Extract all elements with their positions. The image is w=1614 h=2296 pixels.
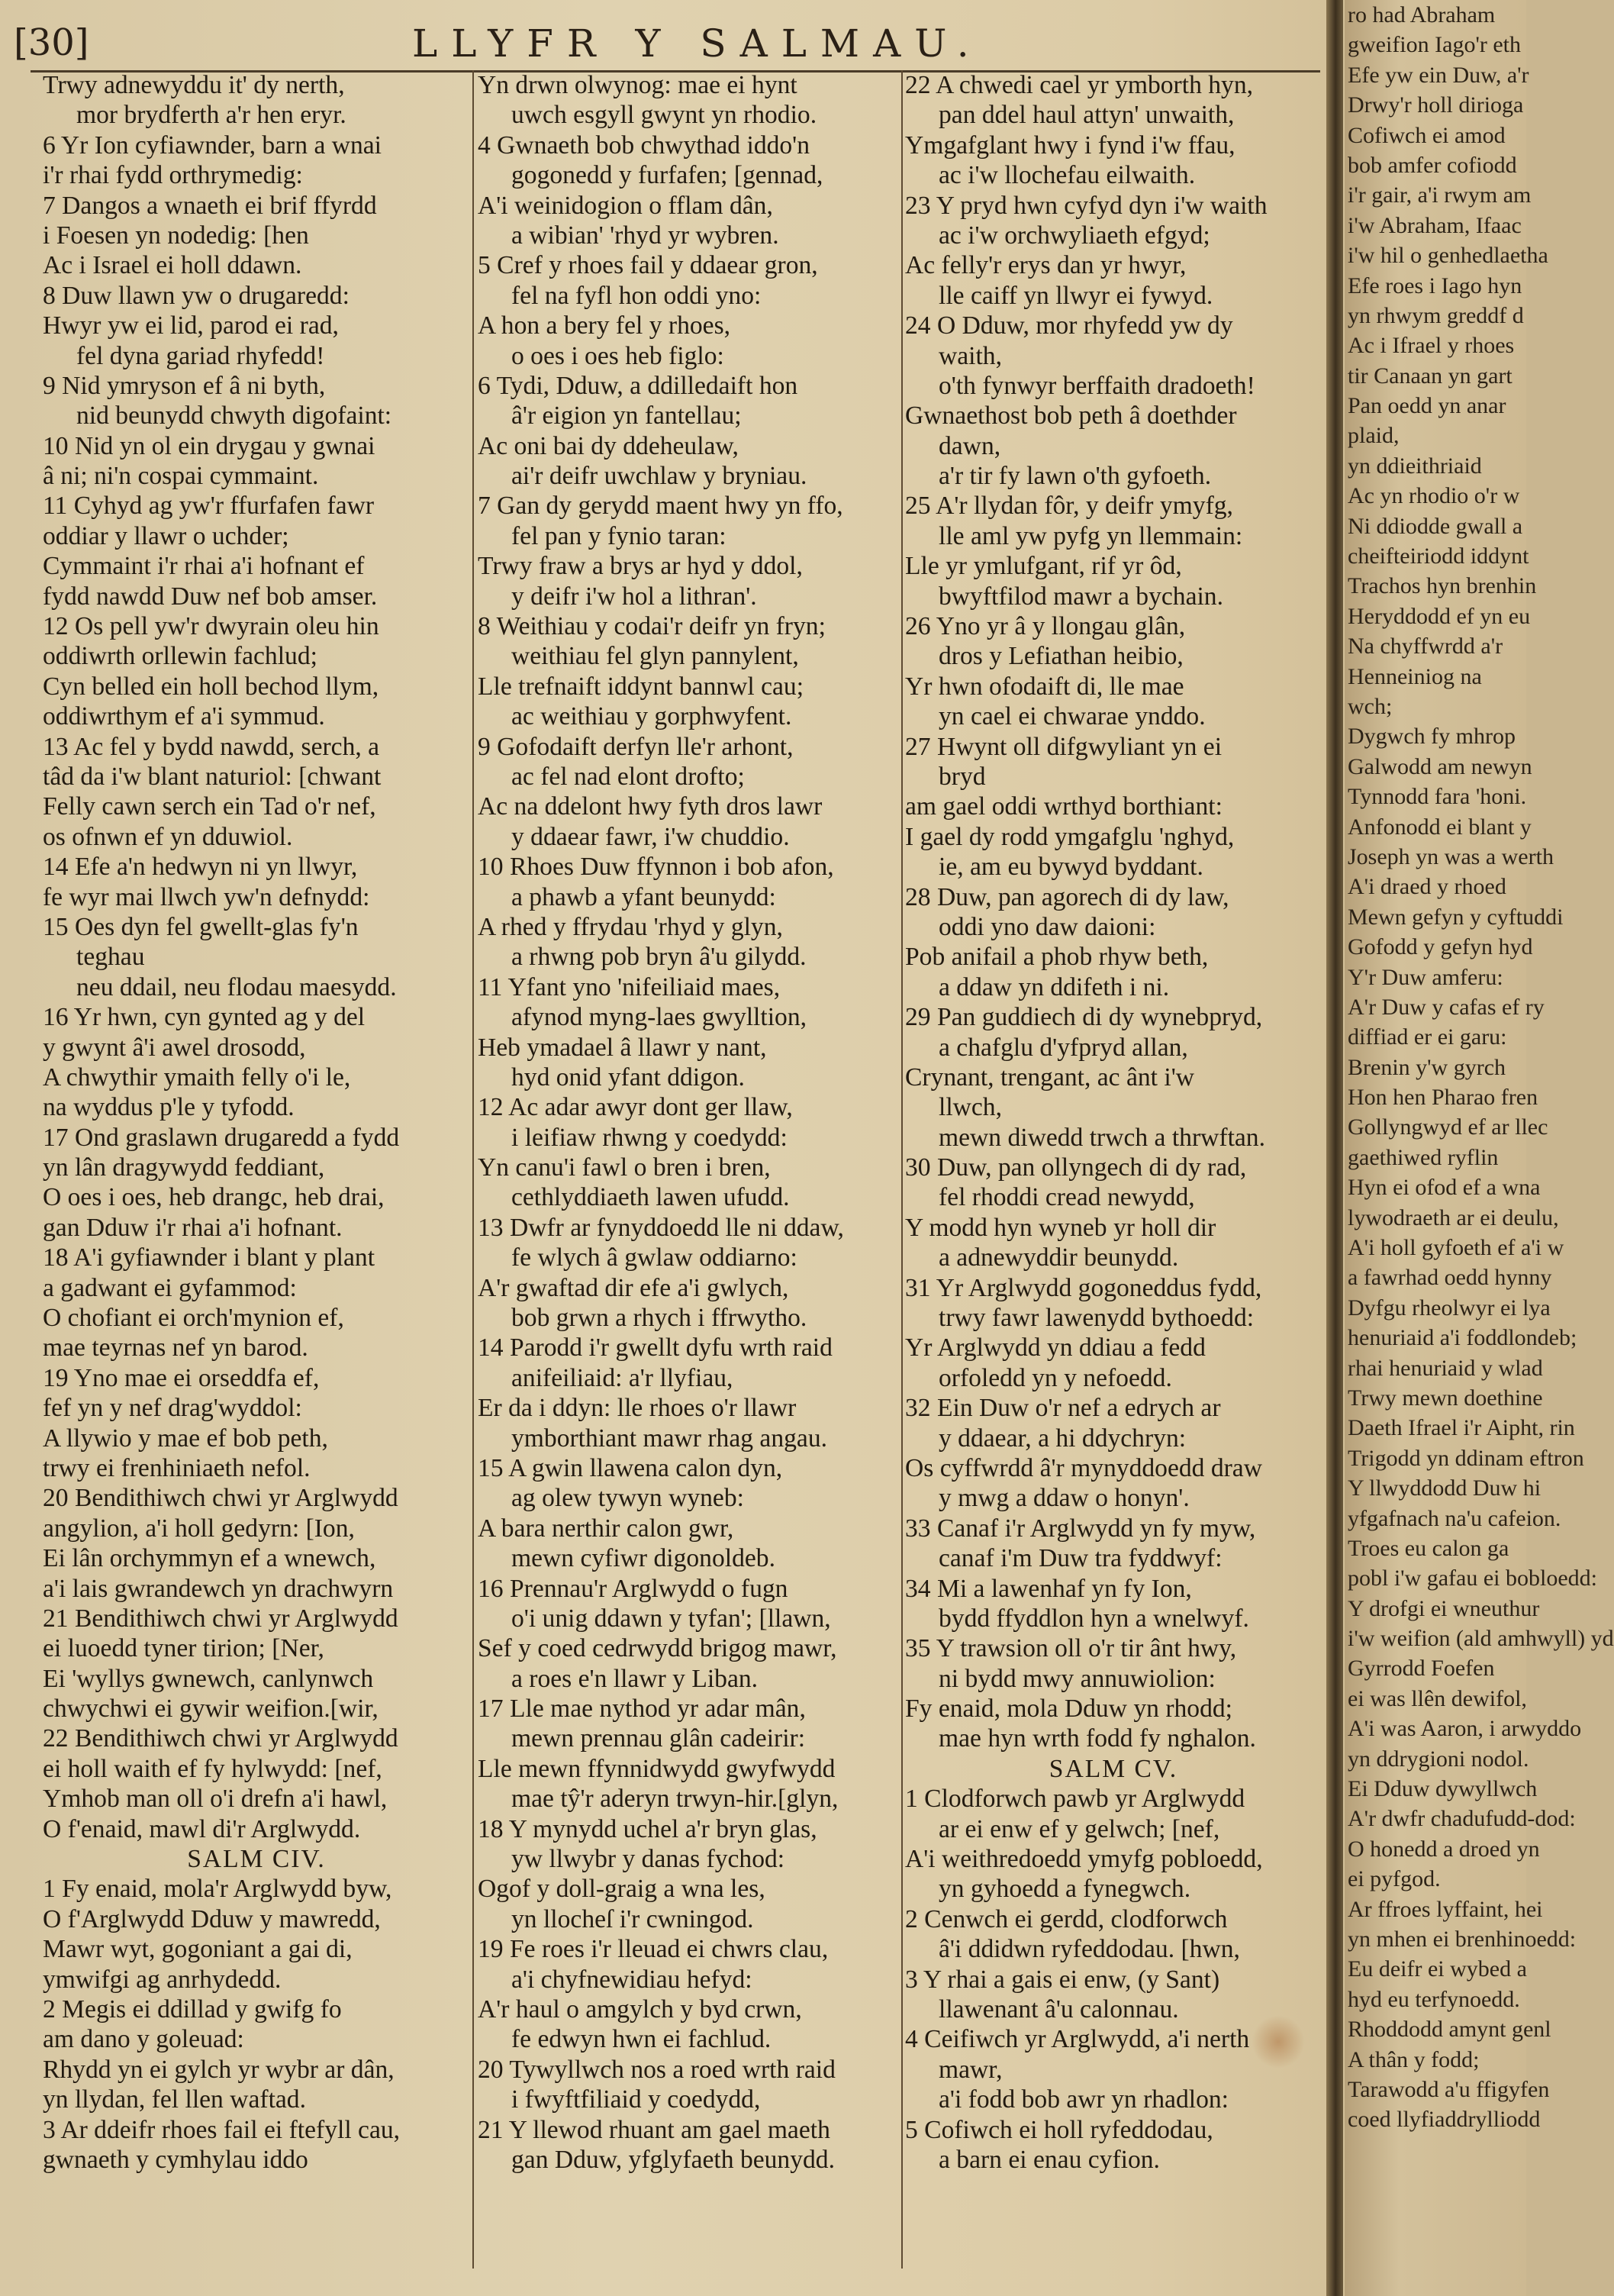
verse-line: ni bydd mwy annuwiolion: (939, 1664, 1216, 1693)
facing-page-line: coed llyfiaddrylliodd (1348, 2107, 1541, 2133)
verse-line: bob grwn a rhych i ffrwytho. (511, 1304, 807, 1333)
facing-page-line: ro had Abraham (1348, 2, 1496, 27)
verse-line: 21 Bendithiwch chwi yr Arglwydd (43, 1604, 398, 1633)
verse-line: gogonedd y furfafen; [gennad, (511, 161, 823, 190)
facing-page-line: Trachos hyn brenhin (1348, 573, 1537, 599)
verse-line: mae teyrnas nef yn barod. (43, 1333, 308, 1362)
verse-line: 25 A'r llydan fôr, y deifr ymyfg, (905, 492, 1233, 521)
verse-line: teghau (76, 943, 145, 972)
verse-line: Crynant, trengant, ac ânt i'w (905, 1063, 1195, 1092)
verse-line: hyd onid yfant ddigon. (511, 1063, 745, 1092)
facing-page-line: yfgafnach na'u cafeion. (1348, 1505, 1561, 1531)
verse-line: 30 Duw, pan ollyngech di dy rad, (905, 1153, 1247, 1182)
verse-line: mae tŷ'r aderyn trwyn-hir.[glyn, (511, 1785, 839, 1814)
facing-page-line: Gofodd y gefyn hyd (1348, 934, 1533, 960)
verse-line: Ei lân orchymmyn ef a wnewch, (43, 1544, 376, 1573)
verse-line: waith, (939, 341, 1002, 370)
verse-line: uwch esgyll gwynt yn rhodio. (511, 101, 817, 130)
verse-line: a rhwng pob bryn â'u gilydd. (511, 943, 807, 972)
verse-line: 28 Duw, pan agorech di dy law, (905, 882, 1229, 911)
facing-page-line: wch; (1348, 693, 1393, 719)
verse-line: 3 Y rhai a gais ei enw, (y Sant) (905, 1965, 1220, 1994)
verse-line: llawenant â'u calonnau. (939, 1995, 1179, 2024)
verse-line: llwch, (939, 1093, 1002, 1122)
verse-line: O oes i oes, heb drangc, heb drai, (43, 1183, 385, 1212)
verse-line: ie, am eu bywyd byddant. (939, 853, 1203, 882)
verse-line: am gael oddi wrthyd borthiant: (905, 792, 1223, 821)
psalm-heading: SALM CIV. (187, 1845, 326, 1874)
verse-line: A llywio y mae ef bob peth, (43, 1424, 328, 1453)
verse-line: weithiau fel glyn pannylent, (511, 642, 799, 671)
verse-line: fe edwyn hwn ei fachlud. (511, 2025, 772, 2054)
verse-line: Yn drwn olwynog: mae ei hynt (478, 71, 797, 99)
verse-line: fel rhoddi cread newydd, (939, 1183, 1195, 1212)
verse-line: 3 Ar ddeifr rhoes fail ei ftefyll cau, (43, 2115, 401, 2144)
verse-line: Gwnaethost bob peth â doethder (905, 401, 1237, 430)
verse-line: 10 Rhoes Duw ffynnon i bob afon, (478, 853, 834, 882)
verse-line: a gadwant ei gyfammod: (43, 1273, 297, 1302)
verse-line: 10 Nid yn ol ein drygau y gwnai (43, 431, 375, 460)
facing-page-line: diffiad er ei garu: (1348, 1024, 1507, 1050)
facing-page-line: Eu deifr ei wybed a (1348, 1956, 1527, 1982)
verse-line: 16 Prennau'r Arglwydd o fugn (478, 1574, 788, 1603)
verse-line: anifeiliaid: a'r llyfiau, (511, 1363, 733, 1392)
verse-line: mewn prennau glân cadeirir: (511, 1724, 806, 1753)
facing-page-line: i'w weifion (ald amhwyll) yd (1348, 1626, 1614, 1652)
facing-page-line: Dygwch fy mhrop (1348, 724, 1516, 750)
verse-line: a wibian' 'rhyd yr wybren. (511, 221, 779, 250)
verse-line: Trwy adnewyddu it' dy nerth, (43, 71, 345, 99)
verse-line: Ac felly'r erys dan yr hwyr, (905, 251, 1187, 280)
verse-line: Ac i Israel ei holl ddawn. (43, 251, 302, 280)
verse-line: Ac na ddelont hwy fyth dros lawr (478, 792, 823, 821)
verse-line: A rhed y ffrydau 'rhyd y glyn, (478, 912, 783, 941)
verse-line: 9 Gofodaift derfyn lle'r arhont, (478, 732, 794, 761)
verse-line: fel na fyfl hon oddi yno: (511, 281, 762, 310)
facing-page-line: Mewn gefyn y cyftuddi (1348, 904, 1564, 930)
verse-line: 9 Nid ymryson ef â ni byth, (43, 371, 326, 400)
verse-line: yw llwybr y danas fychod: (511, 1845, 785, 1874)
verse-line: Lle trefnaift iddynt bannwl cau; (478, 672, 804, 701)
verse-line: gan Dduw, yfglyfaeth beunydd. (511, 2145, 835, 2174)
verse-line: ei holl waith ef fy hylwydd: [nef, (43, 1754, 382, 1783)
facing-page-line: cheifteiriodd iddynt (1348, 543, 1529, 569)
text-column-left (43, 70, 470, 2269)
facing-page-line: i'w hil o genhedlaetha (1348, 243, 1548, 269)
verse-line: 12 Os pell yw'r dwyrain oleu hin (43, 612, 379, 641)
verse-line: o oes i oes heb figlo: (511, 341, 724, 370)
verse-line: a ddaw yn ddifeth i ni. (939, 972, 1170, 1001)
verse-line: ai'r deifr uwchlaw y bryniau. (511, 462, 807, 491)
verse-line: Mawr wyt, gogoniant a gai di, (43, 1935, 353, 1964)
verse-line: Ogof y doll-graig a wna les, (478, 1875, 765, 1904)
verse-line: Yn canu'i fawl o bren i bren, (478, 1153, 771, 1182)
page-number: [30] (14, 21, 89, 64)
verse-line: ei luoedd tyner tirion; [Ner, (43, 1634, 324, 1663)
verse-line: 6 Yr Ion cyfiawnder, barn a wnai (43, 131, 382, 160)
verse-line: 17 Lle mae nythod yr adar mân, (478, 1695, 806, 1724)
facing-page-line: Ar ffroes lyffaint, hei (1348, 1896, 1543, 1922)
verse-line: gwnaeth y cymhylau iddo (43, 2145, 308, 2174)
verse-line: O f'Arglwydd Dduw y mawredd, (43, 1904, 381, 1933)
verse-line: mae hyn wrth fodd fy nghalon. (939, 1724, 1256, 1753)
verse-line: 27 Hwynt oll difgwyliant yn ei (905, 732, 1223, 761)
facing-page-line: Efe yw ein Duw, a'r (1348, 62, 1529, 88)
verse-line: 1 Fy enaid, mola'r Arglwydd byw, (43, 1875, 392, 1904)
verse-line: trwy fawr lawenydd bythoedd: (939, 1304, 1255, 1333)
facing-page-line: plaid, (1348, 423, 1400, 449)
verse-line: 8 Duw llawn yw o drugaredd: (43, 281, 350, 310)
verse-line: 22 Bendithiwch chwi yr Arglwydd (43, 1724, 398, 1753)
verse-line: 2 Cenwch ei gerdd, clodforwch (905, 1904, 1228, 1933)
facing-page-line: Cofiwch ei amod (1348, 122, 1506, 148)
verse-line: 15 A gwin llawena calon dyn, (478, 1453, 783, 1482)
verse-line: Felly cawn serch ein Tad o'r nef, (43, 792, 376, 821)
verse-line: a barn ei enau cyfion. (939, 2145, 1160, 2174)
verse-line: Sef y coed cedrwydd brigog mawr, (478, 1634, 837, 1663)
facing-page-line: Ei Dduw dywyllwch (1348, 1776, 1538, 1802)
verse-line: 11 Yfant yno 'nifeiliaid maes, (478, 972, 781, 1001)
verse-line: Ac oni bai dy ddeheulaw, (478, 431, 739, 460)
verse-line: 5 Cofiwch ei holl ryfeddodau, (905, 2115, 1213, 2144)
verse-line: a'i lais gwrandewch yn drachwyrn (43, 1574, 394, 1603)
facing-page-line: Na chyffwrdd a'r (1348, 634, 1503, 659)
verse-line: mewn diwedd trwch a thrwftan. (939, 1123, 1265, 1152)
verse-line: Heb ymadael â llawr y nant, (478, 1033, 767, 1062)
verse-line: y deifr i'w hol a lithran'. (511, 582, 757, 611)
verse-line: yn lân dragywydd feddiant, (43, 1153, 325, 1182)
verse-line: chwychwi ei gywir weifion.[wir, (43, 1695, 379, 1724)
verse-line: A'i weinidogion o fflam dân, (478, 191, 773, 220)
facing-page-line: Daeth Ifrael i'r Aipht, rin (1348, 1415, 1575, 1441)
verse-line: o'th fynwyr berffaith dradoeth! (939, 371, 1255, 400)
verse-line: 14 Efe a'n hedwyn ni yn llwyr, (43, 853, 358, 882)
facing-page-line: ei pyfgod. (1348, 1866, 1441, 1892)
paper-stain (1252, 2015, 1305, 2069)
facing-page-line: Y llwyddodd Duw hi (1348, 1475, 1542, 1501)
facing-page-line: Ac i Ifrael y rhoes (1348, 333, 1515, 359)
verse-line: ar ei enw ef y gelwch; [nef, (939, 1814, 1220, 1843)
verse-line: afynod myng-laes gwylltion, (511, 1003, 807, 1032)
verse-line: Yr hwn ofodaift di, lle mae (905, 672, 1184, 701)
text-column-middle (478, 70, 899, 2269)
verse-line: 22 A chwedi cael yr ymborth hyn, (905, 71, 1254, 99)
verse-line: y ddaear fawr, i'w chuddio. (511, 822, 790, 851)
verse-line: 26 Yno yr â y llongau glân, (905, 612, 1186, 641)
verse-line: O chofiant ei orch'mynion ef, (43, 1304, 344, 1333)
facing-page-line: Trwy mewn doethine (1348, 1385, 1543, 1411)
verse-line: y ddaear, a hi ddychryn: (939, 1424, 1187, 1453)
verse-line: Lle yr ymlufgant, rif yr ôd, (905, 552, 1182, 581)
verse-line: 20 Bendithiwch chwi yr Arglwydd (43, 1484, 398, 1513)
verse-line: 13 Dwfr ar fynyddoedd lle ni ddaw, (478, 1213, 844, 1242)
facing-page-line: Hyn ei ofod ef a wna (1348, 1175, 1541, 1201)
verse-line: orfoledd yn y nefoedd. (939, 1363, 1172, 1392)
facing-page-line: A thân y fodd; (1348, 2046, 1480, 2072)
verse-line: tâd da i'w blant naturiol: [chwant (43, 762, 382, 791)
verse-line: lle caiff yn llwyr ei fywyd. (939, 281, 1213, 310)
verse-line: bryd (939, 762, 986, 791)
verse-line: 7 Gan dy gerydd maent hwy yn ffo, (478, 492, 843, 521)
verse-line: 13 Ac fel y bydd nawdd, serch, a (43, 732, 380, 761)
verse-line: 16 Yr hwn, cyn gynted ag y del (43, 1003, 366, 1032)
verse-line: ac fel nad elont drofto; (511, 762, 745, 791)
verse-line: Lle mewn ffynnidwydd gwyfwydd (478, 1754, 836, 1783)
facing-page-line: Gyrrodd Foefen (1348, 1656, 1495, 1682)
verse-line: Trwy fraw a brys ar hyd y ddol, (478, 552, 803, 581)
facing-page-line: yn rhwym greddf d (1348, 302, 1524, 328)
verse-line: Ymgafglant hwy i fynd i'w ffau, (905, 131, 1235, 160)
verse-line: fef yn y nef drag'wyddol: (43, 1394, 302, 1423)
verse-line: a chafglu d'yfpryd allan, (939, 1033, 1188, 1062)
facing-page-line: A'i was Aaron, i arwyddo (1348, 1716, 1582, 1742)
verse-line: 32 Ein Duw o'r nef a edrych ar (905, 1394, 1221, 1423)
column-divider (472, 70, 474, 2269)
verse-line: os ofnwn ef yn dduwiol. (43, 822, 293, 851)
verse-line: 19 Fe roes i'r lleuad ei chwrs clau, (478, 1935, 829, 1964)
verse-line: ymborthiant mawr rhag angau. (511, 1424, 828, 1453)
verse-line: am dano y goleuad: (43, 2025, 244, 2054)
verse-line: 5 Cref y rhoes fail y ddaear gron, (478, 251, 818, 280)
facing-page-line: Efe roes i Iago hyn (1348, 272, 1522, 298)
verse-line: 11 Cyhyd ag yw'r ffurfafen fawr (43, 492, 375, 521)
verse-line: oddiwrthym ef a'i symmud. (43, 702, 325, 731)
verse-line: oddi yno daw daioni: (939, 912, 1156, 941)
verse-line: bydd ffyddlon hyn a wnelwyf. (939, 1604, 1249, 1633)
running-title: LLYFR Y SALMAU. (412, 21, 983, 66)
verse-line: Ymhob man oll o'i drefn a'i hawl, (43, 1785, 388, 1814)
verse-line: 18 Y mynydd uchel a'r bryn glas, (478, 1814, 817, 1843)
verse-line: A'r gwaftad dir efe a'i gwlych, (478, 1273, 789, 1302)
verse-line: cethlyddiaeth lawen ufudd. (511, 1183, 790, 1212)
verse-line: bwyftfilod mawr a bychain. (939, 582, 1223, 611)
facing-page-line: ei was llên dewifol, (1348, 1685, 1527, 1711)
verse-line: ac i'w orchwyliaeth efgyd; (939, 221, 1210, 250)
verse-line: A chwythir ymaith felly o'i le, (43, 1063, 351, 1092)
verse-line: na wyddus p'le y tyfodd. (43, 1093, 295, 1122)
verse-line: I gael dy rodd ymgafglu 'nghyd, (905, 822, 1235, 851)
facing-page-line: Hon hen Pharao fren (1348, 1085, 1538, 1111)
verse-line: 7 Dangos a wnaeth ei brif ffyrdd (43, 191, 377, 220)
facing-page-line: A'i draed y rhoed (1348, 874, 1506, 900)
verse-line: â ni; ni'n cospai cymmaint. (43, 462, 319, 491)
verse-line: ag olew tywyn wyneb: (511, 1484, 744, 1513)
verse-line: a'i chyfnewidiau hefyd: (511, 1965, 752, 1994)
verse-line: 23 Y pryd hwn cyfyd dyn i'w waith (905, 191, 1268, 220)
verse-line: Cymmaint i'r rhai a'i hofnant ef (43, 552, 365, 581)
facing-page-line: A'r dwfr chadufudd-dod: (1348, 1806, 1576, 1832)
verse-line: 35 Y trawsion oll o'r tir ânt hwy, (905, 1634, 1237, 1663)
verse-line: a'i fodd bob awr yn rhadlon: (939, 2085, 1229, 2114)
verse-line: o'i unig ddawn y tyfan'; [llawn, (511, 1604, 831, 1633)
verse-line: 2 Megis ei ddillad y gwifg fo (43, 1995, 342, 2024)
facing-page-line: henuriaid a'i foddlondeb; (1348, 1325, 1577, 1351)
column-divider (901, 70, 903, 2269)
verse-line: 6 Tydi, Dduw, a ddilledaift hon (478, 371, 798, 400)
verse-line: mawr, (939, 2055, 1003, 2084)
verse-line: 29 Pan guddiech di dy wynebpryd, (905, 1003, 1263, 1032)
verse-line: Y modd hyn wyneb yr holl dir (905, 1213, 1216, 1242)
verse-line: 12 Ac adar awyr dont ger llaw, (478, 1093, 793, 1122)
verse-line: Pob anifail a phob rhyw beth, (905, 943, 1209, 972)
verse-line: lle aml yw pyfg yn llemmain: (939, 521, 1243, 550)
facing-page-fragment (1345, 0, 1614, 2296)
verse-line: oddiwrth orllewin fachlud; (43, 642, 317, 671)
verse-line: yn llydan, fel llen waftad. (43, 2085, 306, 2114)
verse-line: dros y Lefiathan heibio, (939, 642, 1184, 671)
verse-line: oddiar y llawr o uchder; (43, 521, 289, 550)
facing-page-line: i'r gair, a'i rwym am (1348, 182, 1532, 208)
verse-line: y mwg a ddaw o honyn'. (939, 1484, 1190, 1513)
verse-line: ac i'w llochefau eilwaith. (939, 161, 1196, 190)
verse-line: Os cyffwrdd â'r mynyddoedd draw (905, 1453, 1262, 1482)
verse-line: a roes e'n llawr y Liban. (511, 1664, 759, 1693)
verse-line: Er da i ddyn: lle rhoes o'r llawr (478, 1394, 797, 1423)
verse-line: yn gyhoedd a fynegwch. (939, 1875, 1191, 1904)
facing-page-line: tir Canaan yn gart (1348, 363, 1513, 389)
verse-line: 15 Oes dyn fel gwellt-glas fy'n (43, 912, 359, 941)
facing-page-line: hyd eu terfynoedd. (1348, 1986, 1520, 2012)
verse-line: i leifiaw rhwng y coedydd: (511, 1123, 788, 1152)
facing-page-line: Ac yn rhodio o'r w (1348, 483, 1520, 509)
verse-line: 20 Tywyllwch nos a roed wrth raid (478, 2055, 836, 2084)
facing-page-line: Drwy'r holl dirioga (1348, 92, 1524, 118)
facing-page-line: pobl i'w gafau ei bobloedd: (1348, 1566, 1597, 1591)
verse-line: 24 O Dduw, mor rhyfedd yw dy (905, 311, 1233, 340)
facing-page-line: gaethiwed ryflin (1348, 1144, 1499, 1170)
verse-line: yn llocheſ i'r cwningod. (511, 1904, 754, 1933)
verse-line: canaf i'm Duw tra fyddwyf: (939, 1544, 1223, 1573)
verse-line: angylion, a'i holl gedyrn: [Ion, (43, 1514, 355, 1543)
facing-page-line: Pan oedd yn anar (1348, 393, 1506, 419)
verse-line: fe wyr mai llwch yw'n defnydd: (43, 882, 370, 911)
facing-page-line: Galwodd am newyn (1348, 753, 1532, 779)
verse-line: a phawb a yfant beunydd: (511, 882, 776, 911)
verse-line: Hwyr yw ei lid, parod ei rad, (43, 311, 339, 340)
facing-page-line: Brenin y'w gyrch (1348, 1054, 1506, 1080)
verse-line: i fwyftfiliaid y coedydd, (511, 2085, 761, 2114)
facing-page-line: a fawrhad oedd hynny (1348, 1265, 1552, 1291)
facing-page-line: lywodraeth ar ei deulu, (1348, 1204, 1559, 1230)
verse-line: â'i ddidwn ryfeddodau. [hwn, (939, 1935, 1240, 1964)
verse-line: fel dyna gariad rhyfedd! (76, 341, 325, 370)
verse-line: ac weithiau y gorphwyfent. (511, 702, 792, 731)
book-gutter (1326, 0, 1343, 2296)
facing-page-line: Joseph yn was a werth (1348, 843, 1554, 869)
verse-line: 17 Ond graslawn drugaredd a fydd (43, 1123, 400, 1152)
facing-page-line: Henneiniog na (1348, 663, 1482, 689)
verse-line: â'r eigion yn fantellau; (511, 401, 742, 430)
facing-page-line: Y'r Duw amferu: (1348, 964, 1503, 990)
facing-page-line: A'r Duw y cafas ef ry (1348, 994, 1545, 1020)
facing-page-line: Trigodd yn ddinam eftron (1348, 1445, 1584, 1471)
facing-page-line: Rhoddodd amynt genl (1348, 2017, 1551, 2043)
facing-page-line: bob amfer cofiodd (1348, 152, 1517, 178)
verse-line: Yr Arglwydd yn ddiau a fedd (905, 1333, 1206, 1362)
verse-line: nid beunydd chwyth digofaint: (76, 401, 392, 430)
verse-line: 1 Clodforwch pawb yr Arglwydd (905, 1785, 1245, 1814)
verse-line: O f'enaid, mawl di'r Arglwydd. (43, 1814, 361, 1843)
verse-line: fe wlych â gwlaw oddiarno: (511, 1243, 797, 1272)
verse-line: pan ddel haul attyn' unwaith, (939, 101, 1235, 130)
facing-page-line: Tynnodd fara 'honi. (1348, 784, 1527, 810)
verse-line: A'r haul o amgylch y byd crwn, (478, 1995, 802, 2024)
verse-line: i'r rhai fydd orthrymedig: (43, 161, 303, 190)
verse-line: 8 Weithiau y codai'r deifr yn fryn; (478, 612, 826, 641)
verse-line: neu ddail, neu flodau maesydd. (76, 972, 397, 1001)
facing-page-line: Gollyngwyd ef ar llec (1348, 1114, 1548, 1140)
facing-page-line: Dyfgu rheolwyr ei lya (1348, 1295, 1551, 1321)
verse-line: y gwynt â'i awel drosodd, (43, 1033, 306, 1062)
facing-page-line: yn ddieithriaid (1348, 453, 1482, 479)
verse-line: 18 A'i gyfiawnder i blant y plant (43, 1243, 375, 1272)
verse-line: A bara nerthir calon gwr, (478, 1514, 734, 1543)
facing-page-line: Y drofgi ei wneuthur (1348, 1595, 1540, 1621)
verse-line: Ei 'wyllys gwnewch, canlynwch (43, 1664, 374, 1693)
facing-page-line: Anfonodd ei blant y (1348, 814, 1532, 840)
verse-line: mor brydferth a'r hen eryr. (76, 101, 346, 130)
verse-line: 21 Y llewod rhuant am gael maeth (478, 2115, 830, 2144)
facing-page-line: Ni ddiodde gwall a (1348, 513, 1523, 539)
verse-line: Cyn belled ein holl bechod llym, (43, 672, 379, 701)
verse-line: fydd nawdd Duw nef bob amser. (43, 582, 378, 611)
facing-page-line: O honedd a droed yn (1348, 1836, 1540, 1862)
verse-line: 34 Mi a lawenhaf yn fy Ion, (905, 1574, 1192, 1603)
facing-page-line: rhai henuriaid y wlad (1348, 1355, 1543, 1381)
text-column-right (905, 70, 1322, 2269)
verse-line: yn cael ei chwarae ynddo. (939, 702, 1206, 731)
facing-page-line: Heryddodd ef yn eu (1348, 603, 1531, 629)
verse-line: i Foesen yn nodedig: [hen (43, 221, 309, 250)
verse-line: 4 Gwnaeth bob chwythad iddo'n (478, 131, 810, 160)
verse-line: ymwifgi ag anrhydedd. (43, 1965, 282, 1994)
verse-line: A hon a bery fel y rhoes, (478, 311, 731, 340)
verse-line: 19 Yno mae ei orseddfa ef, (43, 1363, 320, 1392)
facing-page-line: Troes eu calon ga (1348, 1535, 1509, 1561)
facing-page-line: Tarawodd a'u ffigyfen (1348, 2076, 1550, 2102)
verse-line: 33 Canaf i'r Arglwydd yn fy myw, (905, 1514, 1256, 1543)
verse-line: 4 Ceifiwch yr Arglwydd, a'i nerth (905, 2025, 1250, 2054)
verse-line: dawn, (939, 431, 1001, 460)
verse-line: A'i weithredoedd ymyfg pobloedd, (905, 1845, 1263, 1874)
verse-line: 31 Yr Arglwydd gogoneddus fydd, (905, 1273, 1262, 1302)
facing-page-line: yn mhen ei brenhinoedd: (1348, 1927, 1577, 1952)
verse-line: gan Dduw i'r rhai a'i hofnant. (43, 1213, 343, 1242)
verse-line: fel pan y fynio taran: (511, 521, 726, 550)
verse-line: trwy ei frenhiniaeth nefol. (43, 1453, 311, 1482)
verse-line: a'r tir fy lawn o'th gyfoeth. (939, 462, 1212, 491)
facing-page-line: yn ddrygioni nodol. (1348, 1746, 1529, 1772)
verse-line: 14 Parodd i'r gwellt dyfu wrth raid (478, 1333, 833, 1362)
facing-page-line: A'i holl gyfoeth ef a'i w (1348, 1235, 1564, 1261)
verse-line: Fy enaid, mola Dduw yn rhodd; (905, 1695, 1233, 1724)
verse-line: mewn cyfiwr digonoldeb. (511, 1544, 775, 1573)
psalm-heading: SALM CV. (1049, 1754, 1178, 1783)
verse-line: Rhydd yn ei gylch yr wybr ar dân, (43, 2055, 395, 2084)
facing-page-line: i'w Abraham, Ifaac (1348, 212, 1522, 238)
verse-line: a adnewyddir beunydd. (939, 1243, 1179, 1272)
facing-page-line: gweifion Iago'r eth (1348, 32, 1521, 58)
